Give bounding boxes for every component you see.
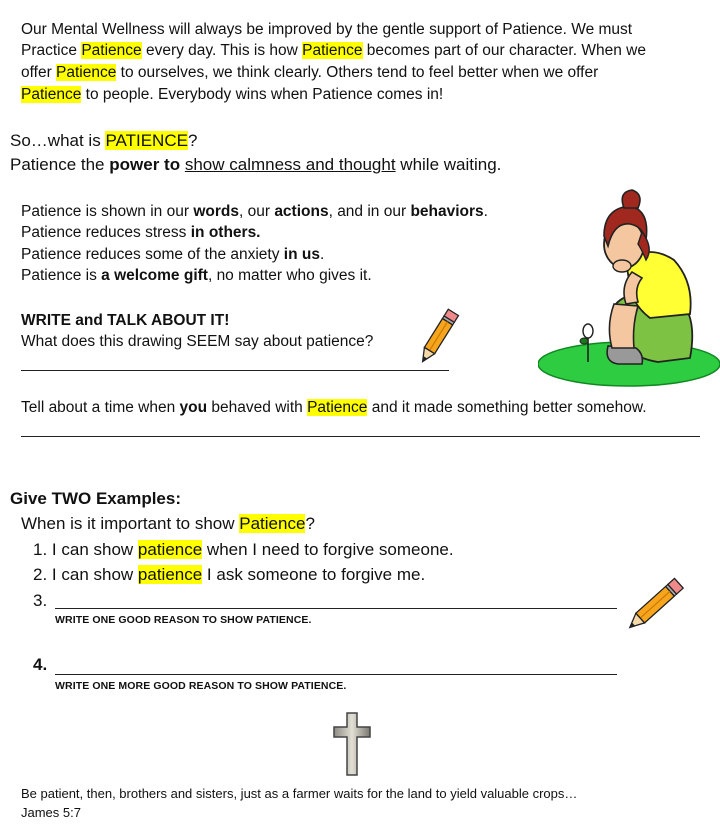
answer-line-tell[interactable] [21,436,700,437]
intro-line-1 [21,19,632,41]
highlight-patience: patience [137,540,203,559]
fact-bold: a welcome gift [101,267,208,284]
fact-bold: actions [274,203,329,220]
item-text: I can show [51,540,138,559]
cross-icon [332,711,372,777]
item-text: I can show [51,565,138,584]
example-item-1 [33,540,454,560]
tell-text: behaved with [207,399,308,416]
intro-text: to people. Everybody wins when Patience comes in! [81,86,444,103]
highlight-patience: Patience [307,399,368,416]
item-number: 2. [33,565,48,584]
example-item-4-number: 4. [33,655,48,674]
highlight-patience: Patience [21,86,82,103]
tell-question [21,397,647,419]
answer-line-reason-1[interactable] [55,608,617,609]
fact-bold: in others. [190,224,261,241]
examples-text: ? [305,514,315,533]
fact-text: Patience reduces stress [21,224,191,241]
fact-bold: in us [283,246,320,263]
highlight-patience: Patience [239,514,306,533]
tell-text: Tell about a time when [21,399,180,416]
reason-1-caption: WRITE ONE GOOD REASON TO SHOW PATIENCE. [55,614,312,626]
fact-bold: words [193,203,239,220]
tell-bold: you [179,399,208,416]
item-number: 1. [33,540,48,559]
tell-text: and it made something better somehow. [367,399,647,416]
intro-text: Our Mental Wellness will always be improved by the gentle support of Patience. We must [21,21,633,38]
definition-text: Patience the [10,155,110,174]
fact-text: Patience is [21,267,102,284]
definition-underlined: show calmness and thought [184,155,396,174]
definition-text: So…what is [10,131,106,150]
fact-text: , no matter who gives it. [207,267,372,284]
example-item-2 [33,565,425,585]
girl-waiting-icon [538,186,720,390]
definition-question [10,131,197,151]
intro-line-2 [21,40,646,62]
intro-text: to ourselves, we think clearly. Others tend to feel better when we offer [116,64,599,81]
reason-2-caption: WRITE ONE MORE GOOD REASON TO SHOW PATIENCE. [55,680,347,692]
intro-text: becomes part of our character. When we [362,42,646,59]
intro-line-3 [21,62,598,84]
fact-text: Patience reduces some of the anxiety [21,246,284,263]
answer-line-drawing[interactable] [21,370,449,371]
highlight-patience: PATIENCE [105,131,188,150]
pencil-icon [416,306,460,368]
intro-line-4 [21,84,443,106]
examples-question [21,514,315,534]
examples-heading: Give TWO Examples: [10,489,181,508]
fact-text: Patience is shown in our [21,203,194,220]
fact-text: . [319,246,325,263]
item-text: when I need to forgive someone. [202,540,454,559]
fact-text: , our [238,203,275,220]
write-heading: WRITE and TALK ABOUT IT! [21,312,230,329]
verse-text: Be patient, then, brothers and sisters, just as a farmer waits for the land to yield valuable crops… [21,786,578,801]
fact-2 [21,222,261,244]
example-item-3-number: 3. [33,591,48,610]
highlight-patience: patience [137,565,203,584]
fact-4 [21,265,372,287]
intro-text: offer [21,64,57,81]
answer-line-reason-2[interactable] [55,674,617,675]
highlight-patience: Patience [56,64,117,81]
item-text: I ask someone to forgive me. [202,565,426,584]
verse-reference: James 5:7 [21,805,81,820]
write-question: What does this drawing SEEM say about patience? [21,333,374,350]
intro-text: Practice [21,42,82,59]
examples-text: When is it important to show [21,514,240,533]
intro-text: every day. This is how [141,42,303,59]
definition-bold: power to [109,155,181,174]
highlight-patience: Patience [302,42,363,59]
fact-text: , and in our [328,203,411,220]
definition-statement [10,155,501,175]
fact-1 [21,201,488,223]
fact-text: . [483,203,488,220]
highlight-patience: Patience [81,42,142,59]
pencil-icon [622,572,686,638]
definition-text: while waiting. [395,155,502,174]
fact-3 [21,244,324,266]
fact-bold: behaviors [410,203,484,220]
definition-text: ? [187,131,198,150]
